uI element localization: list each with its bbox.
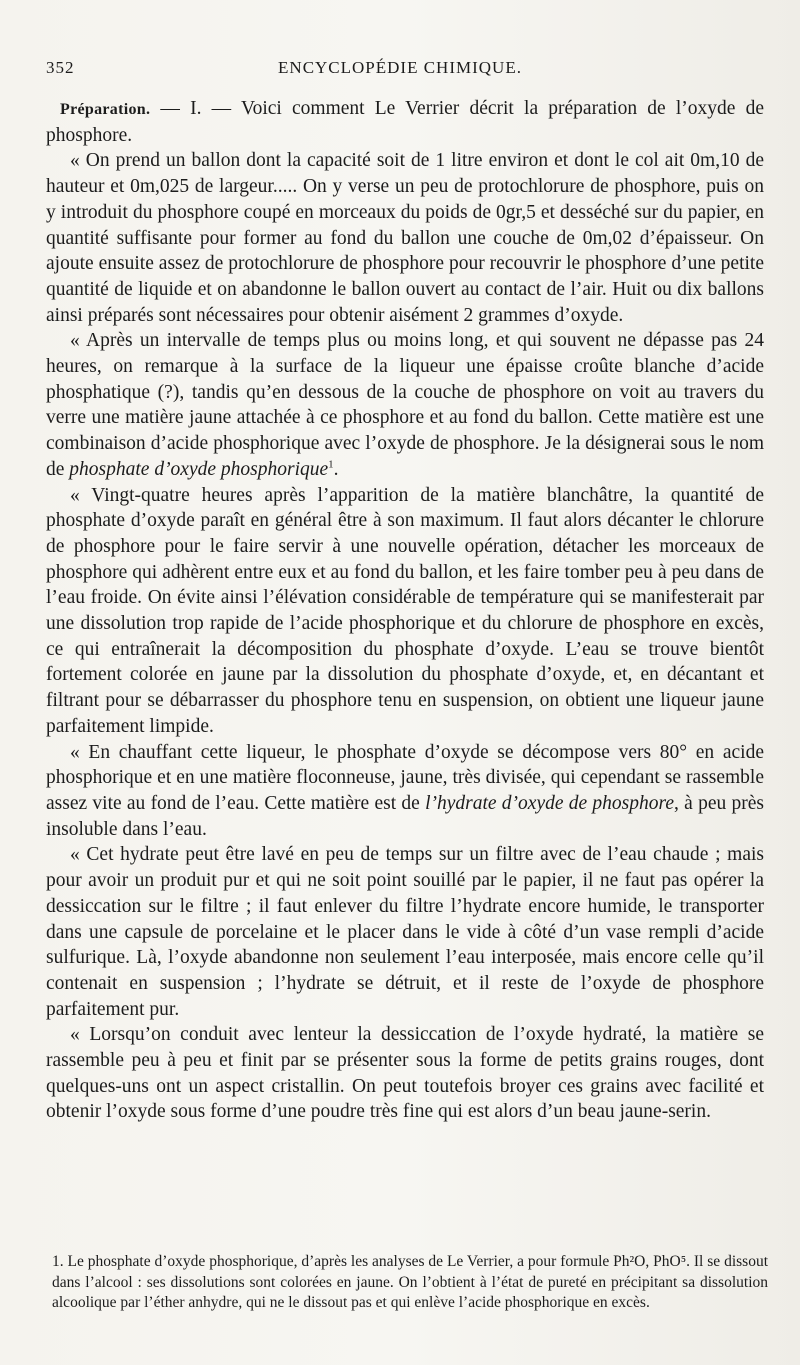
page-number: 352 (46, 58, 75, 77)
paragraph-text: « En chauffant cette liqueur, le phosphate d’oxyde se décompose vers 80° en acide phosphorique et en une matière floconneuse, jaune, très divisée, qui cependant se rassemble assez vite au fond de l’eau. Cette matière est de (46, 741, 764, 814)
paragraph-quote: « Vingt-quatre heures après l’apparition de la matière blanchâtre, la quantité de phosphate d’oxyde paraît en général être à son maximum. Il faut alors décanter le chlorure de phosphore pour le faire servir à une nouvelle opération, détacher les morceaux de phosphore qui adhèrent entre eux et au fond du ballon, et les faire tomber peu à peu dans de l’eau froide. On évite ainsi l’élévation considérable de température qui se manifesterait par une dissolution trop rapide de l’acide phosphorique et du chlorure de phosphore en excès, ce qui entraînerait la décomposition du phosphate d’oxyde. L’eau se trouve bientôt fortement colorée en jaune par la dissolution du phosphate d’oxyde, et, en décantant et filtrant pour se débarrasser du phosphore tenu en suspension, on obtient une liqueur jaune parfaitement limpide. (46, 484, 764, 737)
paragraph-quote (46, 740, 764, 843)
paragraph-text: , à peu près insoluble dans l’eau. (46, 792, 764, 840)
footnote-text: 1. Le phosphate d’oxyde phosphorique, d’après les analyses de Le Verrier, a pour formule Ph²O, PhO⁵. Il se dissout dans l’alcool : ses dissolutions sont colorées en jaune. On l’obtient à l’état de pureté en précipitant sa dissolution alcoolique par l’éther anhydre, qui ne le dissout pas et qui enlève l’acide phosphorique en excès. (52, 1253, 768, 1311)
footnote-ref: 1 (328, 458, 334, 471)
paragraph-quote: « Lorsqu’on conduit avec lenteur la dessiccation de l’oxyde hydraté, la matière se rassemble peu à peu et finit par se présenter sous la forme de petits grains rouges, dont quelques-uns ont un aspect cristallin. On peut toutefois broyer ces grains avec facilité et obtenir l’oxyde sous forme d’une poudre très fine qui est alors d’un beau jaune-serin. (46, 1024, 764, 1123)
footnote (52, 1252, 768, 1314)
page-header (46, 58, 754, 84)
paragraph-quote: « On prend un ballon dont la capacité soit de 1 litre environ et dont le col ait 0m,10 de hauteur et 0m,025 de largeur..... On y verse un peu de protochlorure de phosphore, puis on y introduit du phosphore coupé en morceaux du poids de 0gr,5 et desséché sur du papier, en quantité suffisante pour former au fond du ballon une couche de 0m,02 d’épaisseur. On ajoute ensuite assez de protochlorure de phosphore pour recouvrir le phosphore d’une petite quantité de liquide et on abandonne le ballon ouvert au contact de l’air. Huit ou dix ballons ainsi préparés sont nécessaires pour obtenir aisément 2 grammes d’oxyde. (46, 150, 764, 326)
italic-term: phosphate d’oxyde phosphorique (69, 458, 329, 480)
running-title: ENCYCLOPÉDIE CHIMIQUE. (278, 58, 522, 77)
section-lead: Préparation. (60, 101, 151, 118)
paragraph-quote (46, 328, 764, 482)
body-text (46, 96, 764, 1125)
paragraph-text: . (333, 458, 339, 480)
paragraph-text: « Après un intervalle de temps plus ou moins long, et qui souvent ne dépasse pas 24 heures, on remarque à la surface de la liqueur une épaisse croûte blanche d’acide phosphatique (?), tandis qu’en dessous de la couche de phosphore on voit au travers du verre une matière jaune attachée à ce phosphore et au fond du ballon. Cette matière est une combinaison d’acide phosphorique avec l’oxyde de phosphore. Je la désignerai sous le nom de (46, 330, 764, 480)
paragraph-preparation (46, 96, 764, 148)
italic-term: l’hydrate d’oxyde de phosphore (425, 792, 675, 814)
paragraph-quote: « Cet hydrate peut être lavé en peu de temps sur un filtre avec de l’eau chaude ; mais pour avoir un produit pur et qui ne soit point souillé par le papier, il ne faut pas opérer la dessiccation sur le filtre ; il faut enlever du filtre l’hydrate encore humide, le transporter dans une capsule de porcelaine et le placer dans le vide à côté d’un vase rempli d’acide sulfurique. Là, l’oxyde abandonne non seulement l’eau interposée, mais encore celle qu’il contenait en suspension ; l’hydrate se détruit, et il reste de l’oxyde de phosphore parfaitement pur. (46, 844, 764, 1020)
paragraph-text: — I. — Voici comment Le Verrier décrit la préparation de l’oxyde de phosphore. (46, 98, 764, 146)
